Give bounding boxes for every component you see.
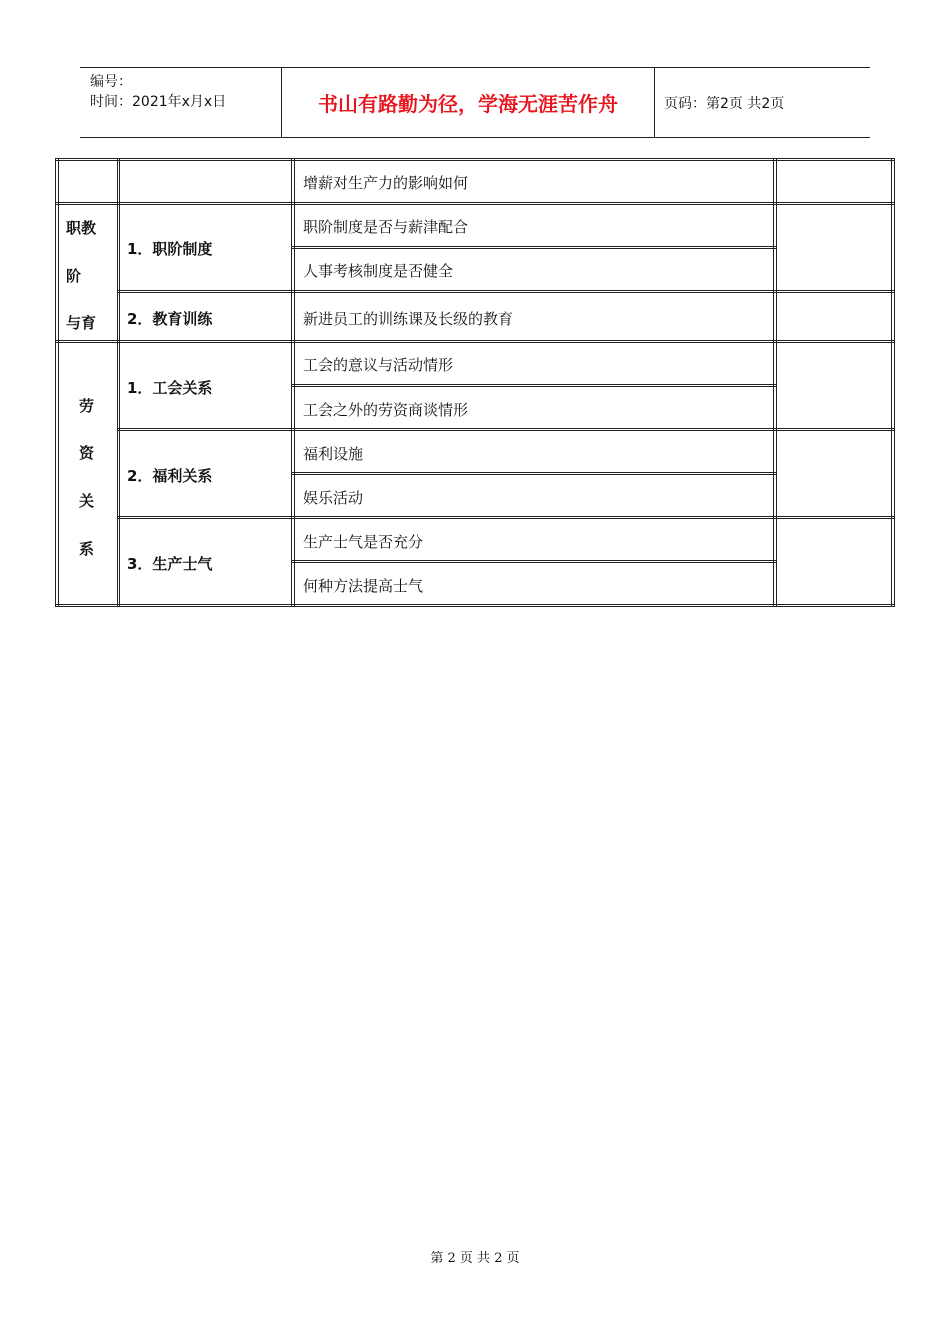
- table-row: 生产士气是否充分: [303, 533, 424, 551]
- item-label: 1．工会关系: [127, 379, 213, 397]
- table-row: 工会之外的劳资商谈情形: [303, 401, 469, 419]
- category-label: 系: [79, 540, 95, 558]
- category-label: 劳: [79, 397, 95, 415]
- table-row: 职阶制度是否与薪津配合: [303, 218, 469, 236]
- table-row: 工会的意议与活动情形: [303, 356, 454, 374]
- checklist-table: [0, 0, 950, 620]
- table-row: 福利设施: [303, 445, 364, 463]
- item-label: 2．教育训练: [127, 310, 213, 328]
- category-label: 与育: [66, 314, 97, 332]
- category-label: 职教: [66, 219, 97, 237]
- category-label: 阶: [66, 267, 82, 285]
- item-label: 1．职阶制度: [127, 240, 213, 258]
- number-label: 编号：: [90, 74, 132, 90]
- category-label: 关: [79, 492, 95, 510]
- table-row: 人事考核制度是否健全: [303, 262, 454, 280]
- table-row: 新进员工的训练课及长级的教育: [303, 310, 514, 328]
- page-footer: 第 2 页 共 2 页: [430, 1251, 520, 1266]
- item-label: 2．福利关系: [127, 467, 213, 485]
- table-row: 娱乐活动: [303, 489, 364, 507]
- item-label: 3．生产士气: [127, 555, 213, 573]
- table-row: 增薪对生产力的影响如何: [303, 174, 469, 192]
- time-label: 时间：2021年x月x日: [90, 94, 227, 110]
- table-row: 何种方法提高士气: [303, 577, 424, 595]
- header-motto: 书山有路勤为径，学海无涯苦作舟: [318, 92, 618, 116]
- category-label: 资: [79, 444, 95, 462]
- page-number-label: 页码：第2页 共2页: [664, 95, 785, 112]
